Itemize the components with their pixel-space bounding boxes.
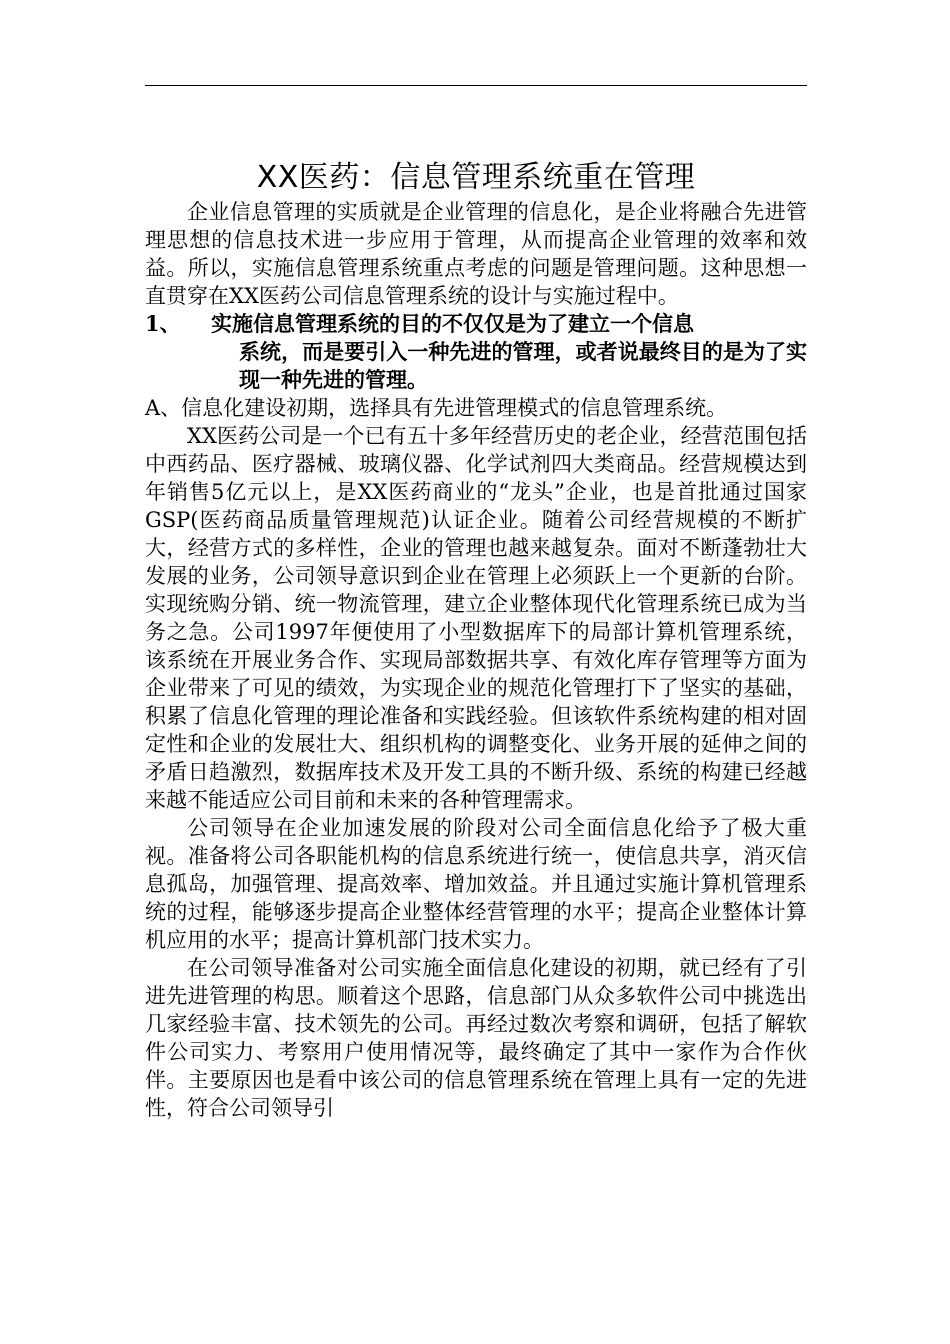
document-title: XX医药：信息管理系统重在管理 <box>256 160 696 195</box>
section-heading-line2: 系统，而是要引入一种先进的管理，或者说最终目的是为了实现一种先进的管理。 <box>239 339 807 392</box>
subheading-a: A、信息化建设初期，选择具有先进管理模式的信息管理系统。 <box>145 396 728 420</box>
document-body <box>145 158 807 1122</box>
intro-paragraph: 企业信息管理的实质就是企业管理的信息化，是企业将融合先进管理思想的信息技术进一步应用于管理，从而提高企业管理的效率和效益。所以，实施信息管理系统重点考虑的问题是管理问题。这种思想一直贯穿在XX医药公司信息管理系统的设计与实施过程中。 <box>145 200 807 308</box>
section-heading-text <box>211 310 807 394</box>
body-paragraph-3: 在公司领导准备对公司实施全面信息化建设的初期，就已经有了引进先进管理的构思。顺着这个思路，信息部门从众多软件公司中挑选出几家经验丰富、技术领先的公司。再经过数次考察和调研，包括了解软件公司实力、考察用户使用情况等，最终确定了其中一家作为合作伙伴。主要原因也是看中该公司的信息管理系统在管理上具有一定的先进性，符合公司领导引 <box>145 956 807 1120</box>
body-paragraph-1: XX医药公司是一个已有五十多年经营历史的老企业，经营范围包括中西药品、医疗器械、玻璃仪器、化学试剂四大类商品。经营规模达到年销售5亿元以上，是XX医药商业的“龙头”企业，也是首批通过国家GSP(医药商品质量管理规范)认证企业。随着公司经营规模的不断扩大，经营方式的多样性，企业的管理也越来越复杂。面对不断蓬勃壮大发展的业务，公司领导意识到企业在管理上必须跃上一个更新的台阶。实现统购分销、统一物流管理，建立企业整体现代化管理系统已成为当务之急。公司1997年便使用了小型数据库下的局部计算机管理系统，该系统在开展业务合作、实现局部数据共享、有效化库存管理等方面为企业带来了可见的绩效，为实现企业的规范化管理打下了坚实的基础，积累了信息化管理的理论准备和实践经验。但该软件系统构建的相对固定性和企业的发展壮大、组织机构的调整变化、业务开展的延伸之间的矛盾日趋激烈，数据库技术及开发工具的不断升级、系统的构建已经越来越不能适应公司目前和未来的各种管理需求。 <box>145 424 807 812</box>
body-paragraph-2: 公司领导在企业加速发展的阶段对公司全面信息化给予了极大重视。准备将公司各职能机构的信息系统进行统一，使信息共享，消灭信息孤岛，加强管理、提高效率、增加效益。并且通过实施计算机管理系统的过程，能够逐步提高企业整体经营管理的水平；提高企业整体计算机应用的水平；提高计算机部门技术实力。 <box>145 816 807 952</box>
section-number: 1、 <box>145 311 181 336</box>
section-heading-1 <box>145 310 807 394</box>
header-rule <box>145 85 807 86</box>
section-heading-line1: 实施信息管理系统的目的不仅仅是为了建立一个信息 <box>211 311 694 336</box>
